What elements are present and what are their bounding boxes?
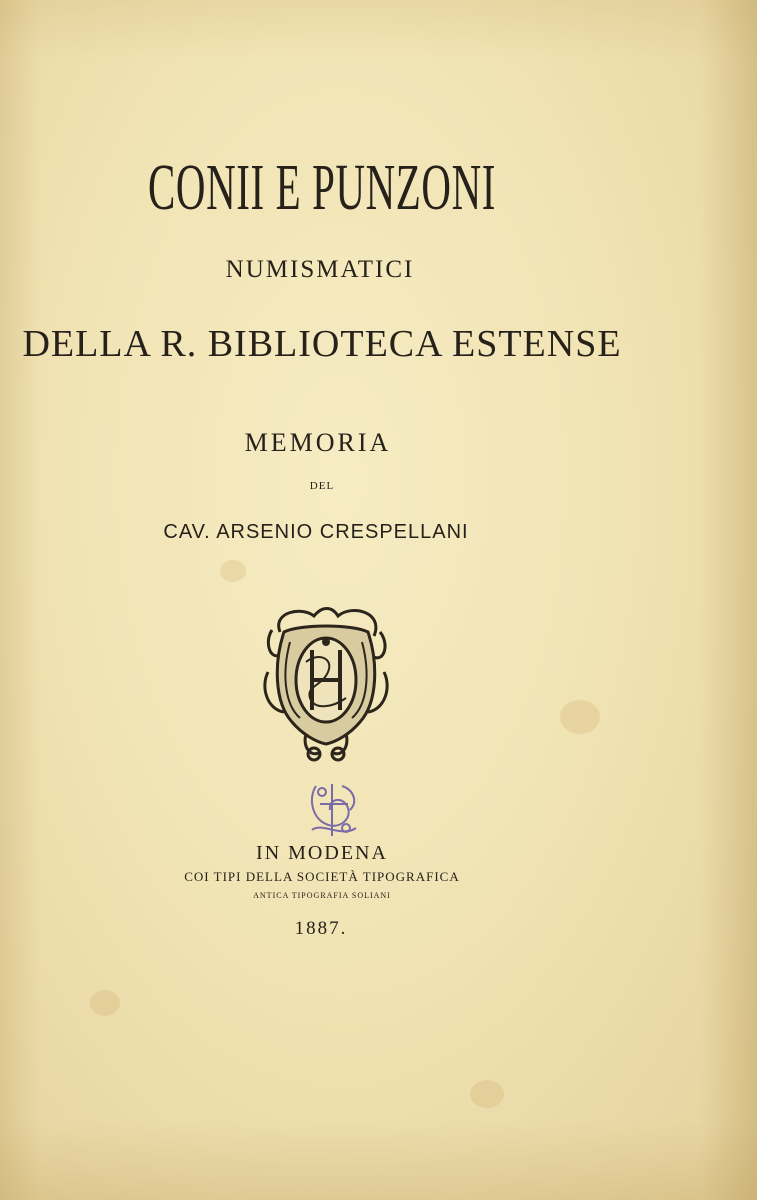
printer-line: COI TIPI DELLA SOCIETÀ TIPOGRAFICA <box>184 869 460 884</box>
author-preposition: DEL <box>309 480 335 492</box>
book-title: CONII E PUNZONI <box>148 151 496 224</box>
paper-stain <box>560 700 600 734</box>
paper-stain <box>470 1080 504 1108</box>
subtitle-numismatici: NUMISMATICI <box>225 256 415 283</box>
ornamental-cartouche-crest-icon <box>262 602 390 764</box>
subtitle-library: DELLA R. BIBLIOTECA ESTENSE <box>22 323 622 365</box>
paper-stain <box>90 990 120 1016</box>
author-name: CAV. ARSENIO CRESPELLANI <box>163 521 469 543</box>
genre-label: MEMORIA <box>244 428 392 457</box>
publication-place: IN MODENA <box>256 842 388 864</box>
paper-stain <box>220 560 246 582</box>
publication-year: 1887. <box>294 918 348 939</box>
printer-subline: ANTICA TIPOGRAFIA SOLIANI <box>253 891 391 900</box>
library-monogram-stamp-icon <box>302 778 364 842</box>
